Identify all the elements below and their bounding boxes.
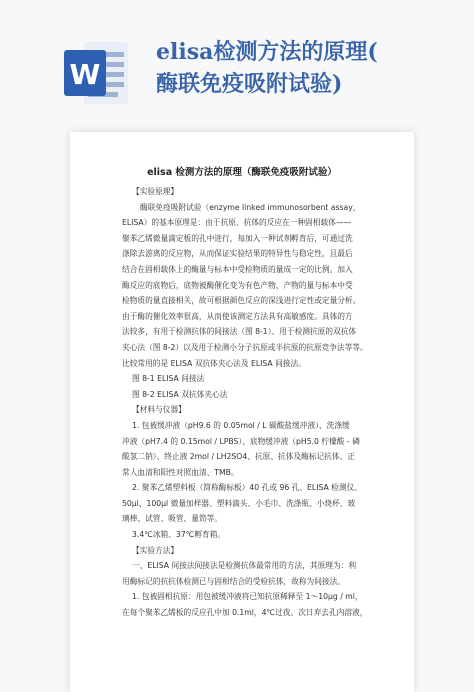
text-line: 冲液（pH7.4 的 0.15mol / LPBS）、底物缓冲液（pH5.0 柠檬酸 - 磷 xyxy=(122,436,360,446)
text-line: 由于酶的催化效率很高，从而使该测定方法具有高敏感度。具体的方 xyxy=(122,311,353,321)
svg-text:W: W xyxy=(69,58,101,91)
document-page xyxy=(70,132,414,692)
page-title: elisa 检测方法的原理（酶联免疫吸附试验） xyxy=(147,167,337,178)
text-line: 2. 聚苯乙烯塑料板（简称酶标板）40 孔或 96 孔、ELISA 检测仪、 xyxy=(132,483,362,493)
text-line: 1. 包被固相抗原：用包被缓冲液将已知抗原稀释至 1～10μg / ml， xyxy=(132,592,363,602)
text-line: 涤除去游离的反应物，从而保证实验结果的特异性与稳定性，且最后 xyxy=(122,249,353,259)
text-line: 结合在固相载体上的酶量与标本中受检物质的量成一定的比例。加入 xyxy=(122,264,353,274)
header xyxy=(0,0,474,120)
text-line: 3.4℃冰箱、37℃孵育箱。 xyxy=(132,530,226,540)
text-line: 酶反应的底物后，底物被酶催化变为有色产物，产物的量与标本中受 xyxy=(122,280,353,290)
text-line: 夹心法（图 8-2）以及用于检测小分子抗原或半抗原的抗原竞争法等等。 xyxy=(122,342,368,352)
text-line: 【实验方法】 xyxy=(132,545,179,555)
text-line: 璃棒、试管、吸管、量筒等。 xyxy=(122,514,222,524)
text-line: 比较常用的是 ELISA 双抗体夹心法及 ELISA 间接法。 xyxy=(122,358,306,368)
heading-line-2: 酶联免疫吸附试验) xyxy=(156,71,343,97)
text-line: 聚苯乙烯微量滴定板的孔中进行，每加入一种试剂孵育后，可通过洗 xyxy=(122,233,353,243)
text-line: 检物质的量直接相关，故可根据颜色反应的深浅进行定性或定量分析。 xyxy=(122,296,361,306)
text-line: 法较多，有用于检测抗体的间接法（图 8-1）、用于检测抗原的双抗体 xyxy=(122,327,357,337)
text-line: 50μl、100μl 微量加样器、塑料滴头、小毛巾、洗涤瓶、小烧杯、玻 xyxy=(122,498,356,508)
text-line: 【材料与仪器】 xyxy=(132,405,186,415)
text-line: ELISA）的基本原理是：由于抗原、抗体的反应在一种固相载体—— xyxy=(122,218,352,228)
text-line: 图 8-2 ELISA 双抗体夹心法 xyxy=(132,389,228,399)
word-icon xyxy=(62,38,132,108)
text-line: 图 8-1 ELISA 间接法 xyxy=(132,374,205,384)
text-line: 1. 包被缓冲液（pH9.6 的 0.05mol / L 碳酸盐缓冲液）、洗涤缓 xyxy=(132,420,350,430)
text-line: 酶联免疫吸附试验（enzyme linked immunosorbent assay， xyxy=(140,202,361,212)
text-line: 用酶标记的抗抗体检测已与固相结合的受检抗体，故称为间接法。 xyxy=(122,576,345,586)
text-line: 在每个聚苯乙烯板的反应孔中加 0.1ml，4℃过夜。次日弃去孔内溶液， xyxy=(122,608,368,618)
document-heading xyxy=(156,36,466,100)
document-body xyxy=(122,184,404,621)
text-line: 一、ELISA 间接法间接法是检测抗体最常用的方法，其原理为：利 xyxy=(132,561,357,571)
text-line: 常人血清和阳性对照血清、TMB。 xyxy=(122,467,239,477)
heading-line-1: elisa检测方法的原理( xyxy=(156,39,378,65)
text-line: 【实验原理】 xyxy=(132,187,179,196)
text-line: 酸氢二钠）、终止液 2mol / LH2SO4、抗原、抗体及酶标记抗体、正 xyxy=(122,452,355,462)
